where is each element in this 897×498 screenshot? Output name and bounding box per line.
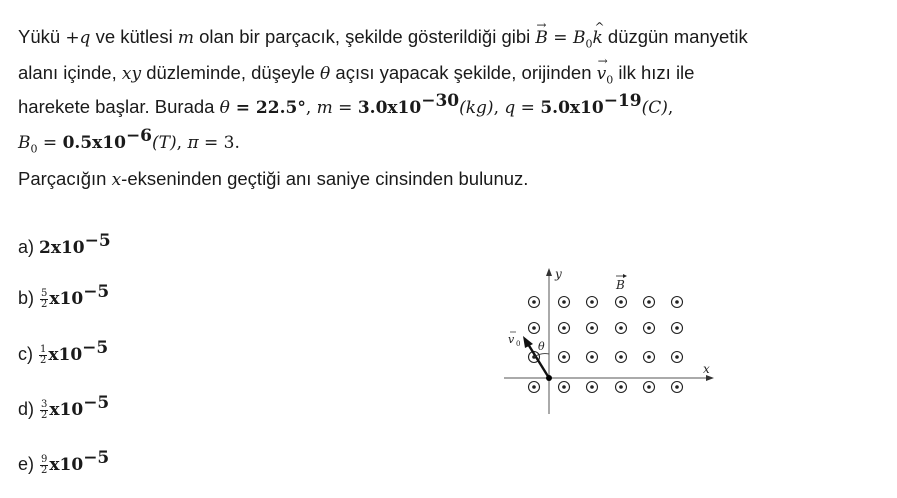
fraction-denominator: 2 [40, 354, 47, 366]
option-exponent: −5 [83, 282, 110, 302]
option-a[interactable] [18, 231, 111, 259]
charge-value: 5.0x10 [540, 98, 604, 118]
text-segment: -ekseninden geçtiği anı [121, 168, 317, 189]
question-line-2 [18, 62, 694, 92]
text-segment: ilk hızı ile [613, 62, 695, 83]
field-dot-center [590, 355, 594, 359]
field-dot-center [647, 385, 651, 389]
field-dot-center [532, 326, 536, 330]
field-dot-center [590, 385, 594, 389]
field-dot-center [675, 326, 679, 330]
option-d[interactable] [18, 393, 110, 421]
mass-symbol: m [177, 28, 194, 48]
velocity-arrowhead [523, 336, 533, 348]
y-axis-arrow [546, 268, 552, 276]
field-value: 0.5x10 [62, 133, 126, 153]
field-dot-center [562, 385, 566, 389]
fraction-numerator: 9 [41, 453, 48, 465]
fraction-numerator: 5 [41, 287, 48, 299]
b-field-label: B [616, 278, 625, 292]
x-symbol: x [111, 170, 122, 190]
field-dot-center [675, 355, 679, 359]
field-dot-center [675, 385, 679, 389]
field-dot-center [562, 300, 566, 304]
option-mantissa: 2x10 [39, 238, 85, 258]
option-exponent: −5 [83, 448, 110, 468]
pi-symbol: π [187, 133, 199, 153]
field-dot-center [647, 300, 651, 304]
charge-unit: (C) [641, 98, 668, 118]
question-line-4 [18, 126, 240, 161]
option-mantissa: x10 [48, 345, 83, 365]
field-dot-center [619, 385, 623, 389]
separator: , [493, 98, 505, 118]
text-segment: ve kütlesi [90, 26, 178, 47]
field-unit: (T) [152, 133, 177, 153]
separator: , [176, 133, 188, 153]
charge-symbol: +q [65, 28, 91, 48]
field-dot-center [590, 326, 594, 330]
v0-vector-symbol: → v [597, 63, 607, 85]
option-exponent: −5 [84, 231, 111, 251]
origin-point [546, 375, 552, 381]
b0-subscript: 0 [30, 142, 38, 156]
x-axis-label: x [703, 362, 710, 376]
option-label: c) [18, 344, 38, 364]
charge-exponent: −19 [603, 91, 642, 111]
equals-sign: = [515, 98, 541, 118]
field-dot-center [619, 300, 623, 304]
separator: , [305, 98, 317, 118]
option-mantissa: x10 [49, 289, 84, 309]
mass-symbol: m [316, 98, 333, 118]
option-fraction [40, 289, 48, 310]
equals-sign: = [37, 133, 63, 153]
text-segment: açısı yapacak şekilde, orijinden [330, 62, 597, 83]
field-dot-center [532, 385, 536, 389]
charge-symbol: q [504, 98, 516, 118]
question-line-3 [18, 91, 674, 119]
velocity-subscript: 0 [516, 340, 521, 348]
option-exponent: −5 [83, 393, 110, 413]
text-segment: düzgün manyetik [602, 26, 748, 47]
theta-symbol: θ [219, 98, 230, 118]
option-label: b) [18, 288, 40, 308]
option-fraction [40, 455, 48, 476]
option-mantissa: x10 [49, 455, 84, 475]
option-b[interactable] [18, 282, 110, 310]
field-dot-center [647, 355, 651, 359]
option-fraction [39, 345, 47, 366]
field-dot-center [619, 355, 623, 359]
text-segment: olan bir parçacık, şekilde gösterildiği gibi [193, 26, 536, 47]
mass-exponent: −30 [421, 91, 460, 111]
fraction-denominator: 2 [41, 298, 48, 310]
magnetic-field-figure [498, 262, 728, 422]
option-label: e) [18, 454, 40, 474]
mass-value: 3.0x10 [357, 98, 422, 118]
question-prompt: saniye cinsinden bulunuz. [316, 168, 529, 189]
b0-symbol: B [18, 133, 31, 153]
b0-subscript: 0 [585, 37, 593, 51]
field-dot-center [619, 326, 623, 330]
text-segment: Parçacığın [18, 168, 112, 189]
velocity-label: v [508, 333, 515, 346]
equals-sign: = [332, 98, 358, 118]
b-vector-symbol: → B [535, 27, 548, 49]
v0-subscript: 0 [606, 73, 614, 87]
theta-symbol: θ [320, 64, 331, 84]
fraction-numerator: 3 [41, 398, 48, 410]
text-segment: düzleminde, düşeyle [141, 62, 321, 83]
theta-angle-label: θ [538, 340, 545, 353]
field-dot-center [647, 326, 651, 330]
field-dot-center [590, 300, 594, 304]
field-dot-center [562, 326, 566, 330]
option-c[interactable] [18, 338, 109, 366]
fraction-numerator: 1 [40, 343, 47, 355]
fraction-denominator: 2 [41, 464, 48, 476]
b0-symbol: B [572, 28, 586, 48]
text-segment: alanı içinde, [18, 62, 122, 83]
field-dot-center [675, 300, 679, 304]
theta-value: = 22.5° [229, 98, 306, 118]
option-label: d) [18, 399, 40, 419]
k-hat-symbol: ^ k [592, 27, 602, 49]
b-vector-arrowhead [623, 274, 627, 278]
option-mantissa: x10 [49, 400, 84, 420]
text-segment: Yükü [18, 26, 66, 47]
field-exponent: −6 [125, 126, 153, 146]
option-exponent: −5 [82, 338, 109, 358]
field-dot-center [532, 300, 536, 304]
xy-symbol: xy [121, 64, 142, 84]
y-axis-label: y [555, 267, 562, 281]
separator: , [667, 98, 674, 118]
question-line-1 [18, 26, 748, 56]
fraction-denominator: 2 [41, 409, 48, 421]
pi-value: = 3. [198, 133, 240, 153]
mass-unit: (kg) [459, 98, 494, 118]
equals-sign: = [547, 28, 573, 48]
option-fraction [40, 400, 48, 421]
field-dot-center [562, 355, 566, 359]
option-e[interactable] [18, 448, 110, 476]
question-line-5 [18, 168, 528, 191]
text-segment: harekete başlar. Burada [18, 96, 220, 117]
option-label: a) [18, 237, 40, 257]
